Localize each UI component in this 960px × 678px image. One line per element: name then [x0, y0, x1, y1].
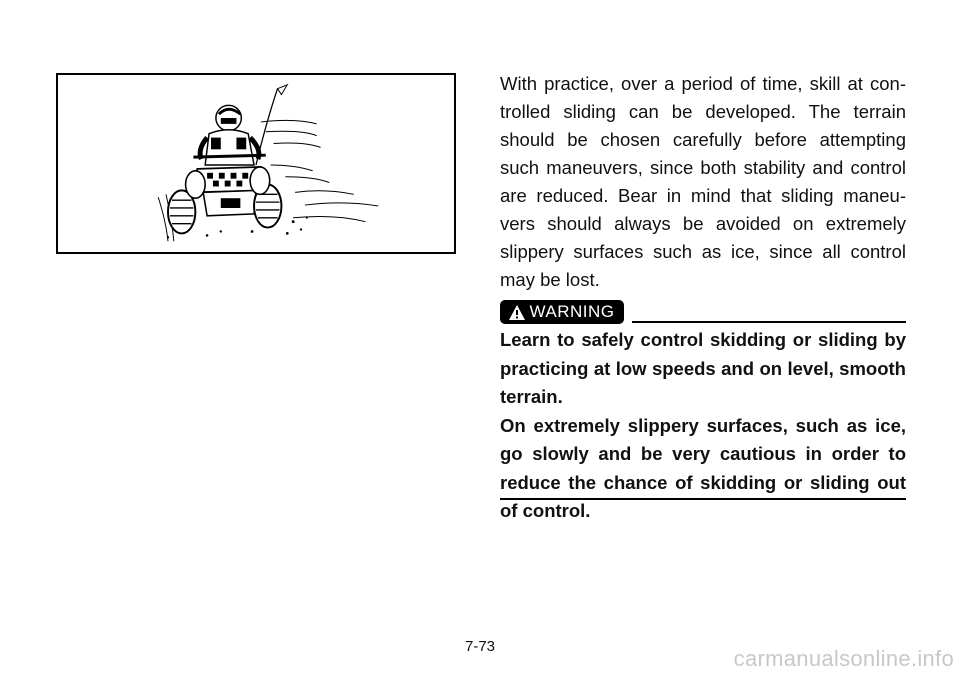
warning-label: WARNING [529, 302, 615, 321]
watermark: carmanualsonline.info [733, 646, 954, 671]
body-paragraph: With practice, over a period of time, skill at con-trolled sliding can be developed. The terrain should be chosen carefully before attempting such maneuvers, since both stability and control are reduced. Bear in mind that sliding maneu-vers should always be avoided on extremely slippery surfaces such as ice, since all control may be lost. [500, 73, 906, 290]
atv-sliding-illustration [56, 73, 456, 254]
atv-rider-drawing [58, 75, 454, 252]
warning-end-rule [500, 498, 906, 500]
page-number: 7-73 [464, 638, 496, 655]
warning-header [500, 300, 906, 326]
warning-badge [500, 300, 624, 324]
warning-text [500, 326, 906, 526]
warning-paragraph: On extremely slippery surfaces, such as ice, go slowly and be very cautious in order to reduce the chance of skidding or sliding out of control. [500, 414, 906, 521]
warning-triangle-icon [509, 305, 525, 320]
warning-paragraph: Learn to safely control skidding or sliding by practicing at low speeds and on level, smooth terrain. [500, 329, 906, 407]
warning-header-rule [632, 321, 906, 323]
